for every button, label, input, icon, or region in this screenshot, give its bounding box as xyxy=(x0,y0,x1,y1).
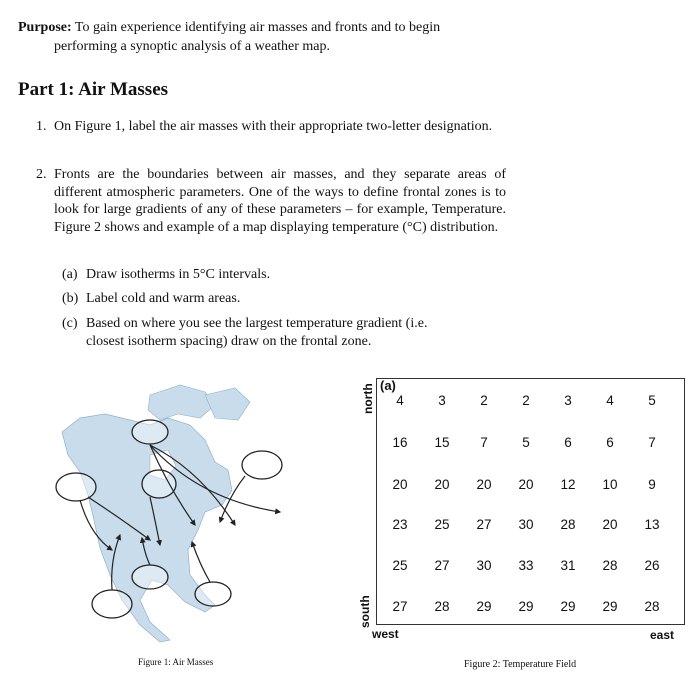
grid-cell: 33 xyxy=(518,558,534,573)
grid-cell: 4 xyxy=(606,393,614,408)
subitem-text-line-2: closest isotherm spacing) draw on the frontal zone. xyxy=(86,333,372,349)
purpose-line-1: To gain experience identifying air masses and fronts and to begin xyxy=(71,20,441,35)
purpose-line-2: performing a synoptic analysis of a weather map. xyxy=(54,39,331,54)
part1-heading: Part 1: Air Masses xyxy=(18,79,169,100)
greenland-shape xyxy=(205,388,250,420)
list-item-text: Fronts are the boundaries between air masses, and they separate areas of different atmospheric parameters. One of the ways to define frontal zones is to look for large gradients of any of these parameters – for example, Temperature. Figure 2 shows and example of a map displaying temperature (°C) distribution. xyxy=(54,167,506,235)
subitem-text: Label cold and warm areas. xyxy=(86,291,241,306)
air-mass-oval xyxy=(132,565,168,589)
grid-cell: 29 xyxy=(560,599,576,614)
grid-cell: 27 xyxy=(476,517,492,532)
subitem-label: (c) xyxy=(62,316,78,331)
air-mass-oval xyxy=(56,473,96,501)
air-mass-oval xyxy=(142,470,176,498)
grid-cell: 20 xyxy=(602,517,618,532)
subitem-label: (b) xyxy=(62,291,79,306)
subitem-text-line-1: Based on where you see the largest temperature gradient (i.e. xyxy=(86,316,428,331)
list-item-number: 2. xyxy=(36,167,47,182)
grid-cell: 7 xyxy=(648,435,656,450)
grid-cell: 16 xyxy=(392,435,408,450)
grid-cell: 7 xyxy=(480,435,488,450)
grid-cell: 30 xyxy=(518,517,534,532)
purpose-label: Purpose: xyxy=(18,20,72,35)
grid-cell: 20 xyxy=(392,477,408,492)
list-item-text: On Figure 1, label the air masses with their appropriate two-letter designation. xyxy=(54,119,493,134)
grid-cell: 27 xyxy=(392,599,408,614)
south-label: south xyxy=(358,595,372,628)
grid-cell: 28 xyxy=(644,599,660,614)
grid-cell: 25 xyxy=(392,558,408,573)
north-label: north xyxy=(361,383,375,414)
subitem-text: Draw isotherms in 5°C intervals. xyxy=(86,267,271,282)
list-item-1 xyxy=(36,118,506,136)
north-america-shape xyxy=(62,414,232,642)
grid-cell: 28 xyxy=(602,558,618,573)
grid-cell: 31 xyxy=(560,558,576,573)
arctic-islands-shape xyxy=(148,385,215,420)
air-mass-oval xyxy=(195,582,231,606)
grid-cell: 30 xyxy=(476,558,492,573)
purpose-paragraph xyxy=(18,18,518,56)
subitem-label: (a) xyxy=(62,267,78,282)
grid-cell: 13 xyxy=(644,517,660,532)
grid-cell: 4 xyxy=(396,393,404,408)
grid-cell: 27 xyxy=(434,558,450,573)
grid-cell: 15 xyxy=(434,435,450,450)
grid-cell: 2 xyxy=(480,393,488,408)
grid-cell: 3 xyxy=(564,393,572,408)
subitem-b xyxy=(62,290,502,308)
grid-cell: 12 xyxy=(560,477,576,492)
air-mass-oval xyxy=(132,420,168,444)
grid-cell: 26 xyxy=(644,558,660,573)
subitem-a xyxy=(62,266,502,284)
list-item-number: 1. xyxy=(36,119,47,134)
temperature-grid xyxy=(376,378,685,625)
grid-cell: 29 xyxy=(602,599,618,614)
grid-cell: 3 xyxy=(438,393,446,408)
grid-cell: 5 xyxy=(648,393,656,408)
grid-cell: 20 xyxy=(434,477,450,492)
grid-cell: 5 xyxy=(522,435,530,450)
grid-cell: 20 xyxy=(476,477,492,492)
air-mass-oval xyxy=(242,451,282,479)
east-label: east xyxy=(650,628,675,642)
grid-cell: 28 xyxy=(434,599,450,614)
grid-cell: 20 xyxy=(518,477,534,492)
air-mass-oval xyxy=(92,590,132,618)
grid-cell: 29 xyxy=(476,599,492,614)
list-item-2 xyxy=(36,166,506,236)
air-mass-arrow xyxy=(192,542,210,582)
grid-cell: 25 xyxy=(434,517,450,532)
panel-label: (a) xyxy=(380,378,396,393)
grid-cell: 29 xyxy=(518,599,534,614)
grid-cell: 6 xyxy=(606,435,614,450)
grid-cell: 2 xyxy=(522,393,530,408)
grid-cell: 6 xyxy=(564,435,572,450)
west-label: west xyxy=(372,627,399,641)
grid-cell: 28 xyxy=(560,517,576,532)
subitem-c xyxy=(62,315,502,350)
grid-cell: 10 xyxy=(602,477,618,492)
grid-cell: 9 xyxy=(648,477,656,492)
grid-cell: 23 xyxy=(392,517,408,532)
figure1-map xyxy=(40,380,340,650)
figure1-caption: Figure 1: Air Masses xyxy=(138,657,214,667)
figure2-caption: Figure 2: Temperature Field xyxy=(464,659,577,670)
